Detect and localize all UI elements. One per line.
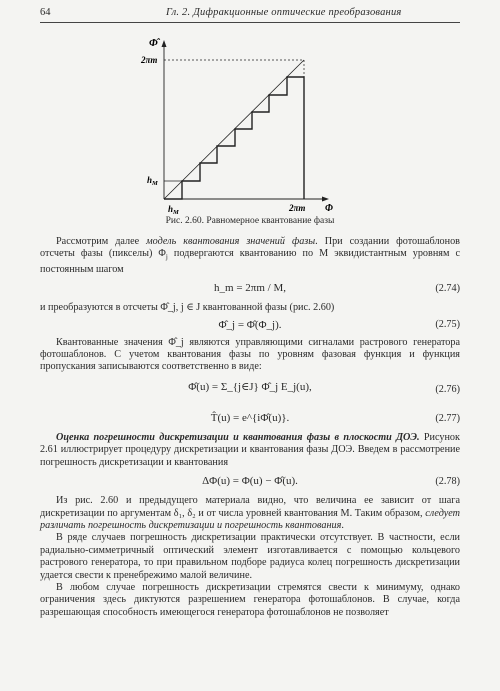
- equation-2-76: [40, 376, 460, 406]
- section-heading: Оценка погрешности дискретизации и квантования фазы в плоскости ДОЭ.: [56, 431, 420, 443]
- y-axis-arrow: [162, 40, 167, 47]
- running-title: Гл. 2. Дифракционные оптические преобразования: [166, 7, 402, 18]
- y-hm-label: $h_M$: [147, 175, 158, 187]
- equation-body: ΔΦ(u) = Φ(u) − Φ̂(u).: [202, 475, 298, 488]
- paragraph-7: В любом случае погрешность дискретизации стремятся свести к минимуму, однако ограничения здесь диктуются разрешением генератора фотошаблонов. В случае, когда разрешающая способность имеющегося генератора фотошаблонов не позволяет: [40, 581, 460, 618]
- x-end-label: 2πm: [289, 203, 306, 213]
- running-header: [40, 6, 460, 23]
- paragraph-5: Из рис. 2.60 и предыдущего материала видно, что величина ее зависит от шага дискретизации по аргументам δ₁, δ₂ и от числа уровней квантования M. Таким образом, следует различать погрешность дискретизации и погрешность квантования.: [40, 495, 460, 531]
- x-axis-label: Φ: [325, 203, 333, 214]
- paragraph-3: Квантованные значения Φ̂_j являются управляющими сигналами растрового генератора фотошаблонов. С учетом квантования фазы по уровням фазовая функция и функция пропускания записываются соответственно в виде:: [40, 336, 460, 373]
- equation-body: Φ̂_j = Φ̂(Φ_j).: [218, 318, 282, 331]
- paragraph-1: Рассмотрим далее модель квантования значений фазы. При создании фотошаблонов отсчеты фазы (пикселы) $\Phi_j$ подвергаются квантованию по M эквидистантным уровням с постоянным шагом: [40, 236, 460, 275]
- figure-caption: Рис. 2.60. Равномерное квантование фазы: [165, 216, 335, 226]
- equation-number: (2.78): [435, 476, 460, 488]
- y-top-label: 2πm: [141, 55, 158, 65]
- diagonal-line: [164, 60, 304, 199]
- paragraph-6: В ряде случаев погрешность дискретизации практически отсутствует. В частности, если радиально-симметричный оптический элемент изготавливается с помощью кольцевого растрового генератора, то при правильном подборе радиуса колец погрешность дискретизации удается свести к пренебрежимо малой величине.: [40, 532, 460, 581]
- equation-body: Φ̂(u) = Σ_{j∈J} Φ̂_j E_j(u),: [188, 380, 312, 393]
- equation-body: h_m = 2πm / M,: [214, 282, 286, 295]
- equation-2-78: [40, 471, 460, 493]
- equation-2-77: [40, 408, 460, 430]
- equation-2-74: [40, 278, 460, 300]
- equation-number: (2.76): [435, 383, 460, 395]
- equation-number: (2.75): [435, 318, 460, 330]
- quantization-figure: [140, 34, 340, 214]
- quantization-staircase: [164, 77, 304, 199]
- equation-2-75: [40, 317, 460, 334]
- equation-number: (2.77): [435, 412, 460, 424]
- y-axis-label: Φ̂: [149, 37, 158, 49]
- body-text: [40, 236, 460, 619]
- page-number: 64: [40, 7, 51, 18]
- paragraph-2: и преобразуются в отсчеты Φ̂_j, j ∈ J квантованной фазы (рис. 2.60): [40, 302, 335, 314]
- x-hm-label: $h_M$: [168, 204, 179, 214]
- paragraph-4: Оценка погрешности дискретизации и квантования фазы в плоскости ДОЭ. Рисунок 2.61 иллюстрирует процедуру дискретизации и квантования фазы ДОЭ. Введем в рассмотрение погрешность дискретизации и квантования: [40, 431, 460, 468]
- equation-number: (2.74): [435, 283, 460, 295]
- equation-body: T̂(u) = e^{iΦ̂(u)}.: [210, 411, 290, 424]
- x-axis-arrow: [322, 197, 329, 202]
